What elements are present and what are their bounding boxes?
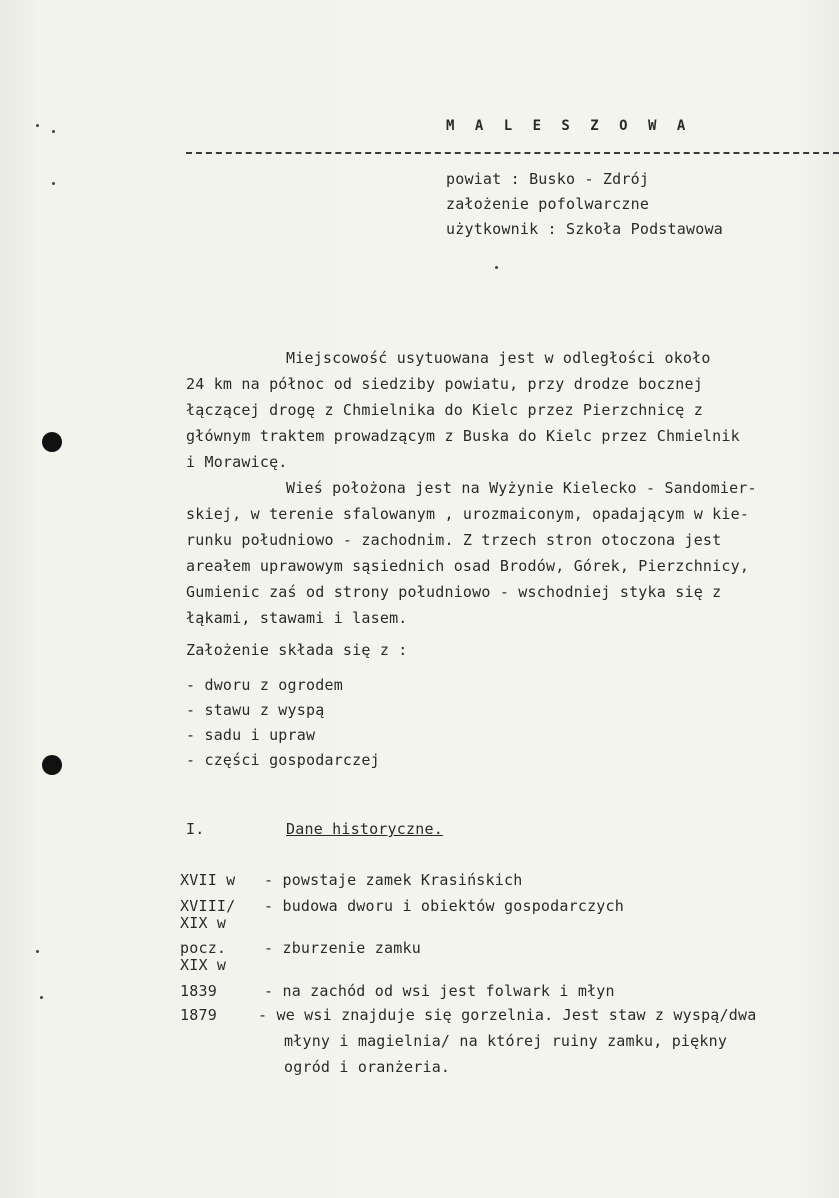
binder-hole bbox=[42, 432, 62, 452]
list-item: - sadu i upraw bbox=[186, 726, 316, 744]
p1-line: Miejscowość usytuowana jest w odległości około bbox=[286, 349, 711, 367]
history-text: ogród i oranżeria. bbox=[284, 1058, 451, 1076]
paper-speck bbox=[40, 996, 43, 999]
p1-line: łączącej drogę z Chmielnika do Kielc przez Pierzchnicę z bbox=[186, 401, 703, 419]
paper-speck bbox=[36, 950, 39, 953]
paper-speck bbox=[52, 182, 55, 185]
section-number: I. bbox=[186, 820, 205, 838]
list-item: - stawu z wyspą bbox=[186, 701, 325, 719]
history-date: 1839 bbox=[180, 982, 217, 1000]
p2-line: areałem uprawowym sąsiednich osad Brodów, Górek, Pierzchnicy, bbox=[186, 557, 750, 575]
history-text: młyny i magielnia/ na której ruiny zamku, piękny bbox=[284, 1032, 728, 1050]
p2-line: łąkami, stawami i lasem. bbox=[186, 609, 408, 627]
p2-line: skiej, w terenie sfalowanym , urozmaiconym, opadającym w kie- bbox=[186, 505, 750, 523]
list-item: - dworu z ogrodem bbox=[186, 676, 343, 694]
meta-uzytkownik: użytkownik : Szkoła Podstawowa bbox=[446, 220, 723, 238]
history-text: - zburzenie zamku bbox=[264, 939, 421, 957]
history-text: - powstaje zamek Krasińskich bbox=[264, 871, 523, 889]
history-date: XVII w bbox=[180, 871, 236, 889]
section-title: Dane historyczne. bbox=[286, 820, 443, 838]
history-text: - budowa dworu i obiektów gospodarczych bbox=[264, 897, 624, 915]
paper-speck bbox=[36, 124, 39, 127]
history-date: pocz. bbox=[180, 939, 227, 957]
document-title: M A L E S Z O W A bbox=[446, 118, 692, 134]
meta-zalozenie: założenie pofolwarczne bbox=[446, 195, 650, 213]
p1-line: 24 km na północ od siedziby powiatu, przy drodze bocznej bbox=[186, 375, 703, 393]
history-date: 1879 bbox=[180, 1006, 217, 1024]
paper-speck bbox=[495, 266, 498, 269]
paper-speck bbox=[52, 130, 55, 133]
p1-line: głównym traktem prowadzącym z Buska do Kielc przez Chmielnik bbox=[186, 427, 740, 445]
meta-powiat: powiat : Busko - Zdrój bbox=[446, 170, 650, 188]
history-date: XIX w bbox=[180, 956, 227, 974]
list-item: - części gospodarczej bbox=[186, 751, 380, 769]
title-divider bbox=[186, 152, 839, 154]
p2-line: Wieś położona jest na Wyżynie Kielecko - Sandomier- bbox=[286, 479, 757, 497]
p2-line: runku południowo - zachodnim. Z trzech stron otoczona jest bbox=[186, 531, 722, 549]
history-text: - we wsi znajduje się gorzelnia. Jest staw z wyspą/dwa bbox=[258, 1006, 757, 1024]
binder-hole bbox=[42, 755, 62, 775]
history-text: - na zachód od wsi jest folwark i młyn bbox=[264, 982, 615, 1000]
list-intro: Założenie składa się z : bbox=[186, 641, 408, 659]
p2-line: Gumienic zaś od strony południowo - wschodniej styka się z bbox=[186, 583, 722, 601]
history-date: XIX w bbox=[180, 914, 227, 932]
p1-line: i Morawicę. bbox=[186, 453, 288, 471]
history-date: XVIII/ bbox=[180, 897, 236, 915]
